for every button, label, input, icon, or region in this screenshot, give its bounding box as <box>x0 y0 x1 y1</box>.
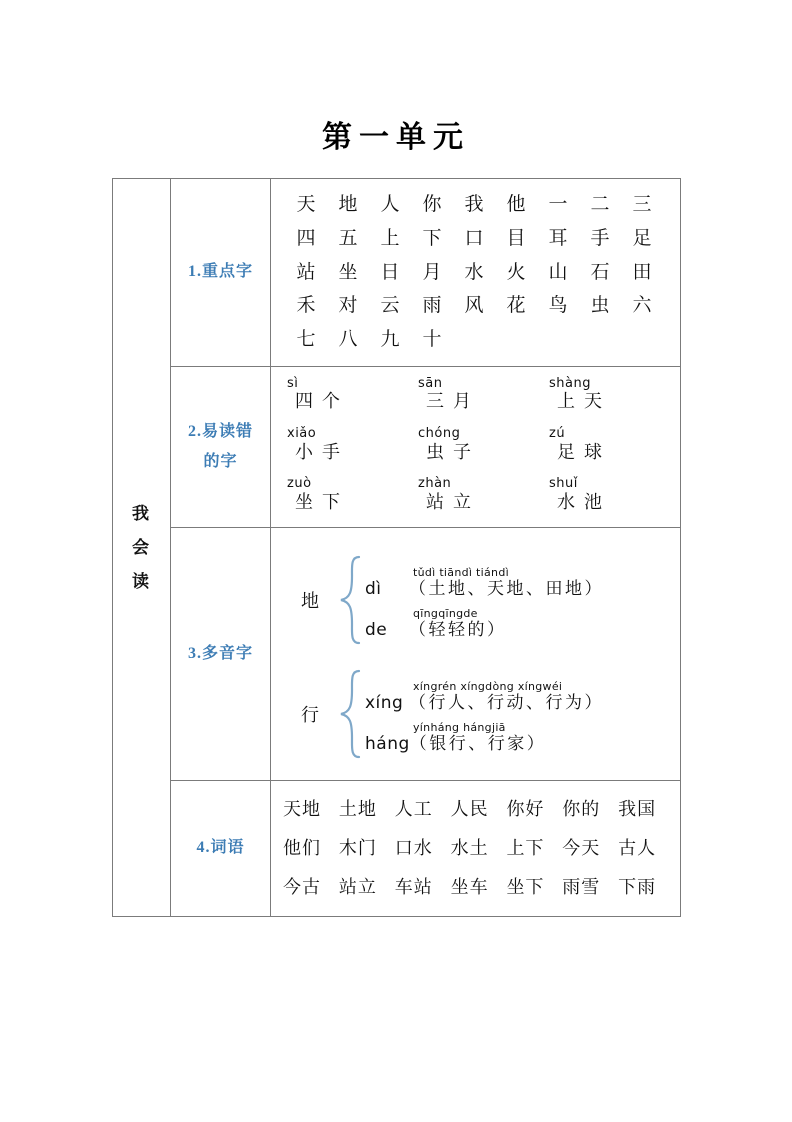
example-pinyin-annotation: xíngrén xíngdòng xíngwéi <box>413 680 563 694</box>
character-row <box>285 261 676 285</box>
vocabulary-word: 我国 <box>618 799 657 820</box>
reading-pinyin: de <box>365 619 388 640</box>
polyphone-reading <box>365 608 676 640</box>
pinyin-word-item <box>281 377 412 413</box>
vocabulary-row <box>283 873 674 899</box>
vertical-label-char-3: 读 <box>132 572 151 592</box>
pinyin-word-item <box>281 427 412 463</box>
table-row-vocabulary <box>113 781 681 917</box>
reading-examples: （银行、行家） <box>409 733 547 753</box>
section-label-key-characters: 1.重点字 <box>171 179 271 367</box>
character-cell: 禾 <box>296 295 316 317</box>
vocabulary-word: 今古 <box>283 877 321 898</box>
pinyin-annotation: sān <box>418 375 443 391</box>
section-label-easily-misread <box>171 366 271 527</box>
pinyin-word-item <box>412 427 543 463</box>
vocabulary-word: 你好 <box>506 799 545 820</box>
character-cell: 山 <box>548 261 568 283</box>
vocabulary-block <box>271 781 680 916</box>
word-text: 站立 <box>426 491 480 512</box>
pinyin-annotation: zú <box>549 425 566 441</box>
reading-row <box>365 693 676 713</box>
vocabulary-row <box>283 834 674 860</box>
vocabulary-word: 人工 <box>394 799 433 820</box>
pinyin-word-item <box>412 477 543 513</box>
pinyin-annotation: zhàn <box>418 476 452 492</box>
character-cell: 七 <box>296 329 316 350</box>
example-pinyin-annotation: qīngqīngde <box>413 607 478 621</box>
character-cell: 站 <box>296 261 316 283</box>
vocabulary-word: 今天 <box>562 838 601 859</box>
vocabulary-word: 下雨 <box>618 877 657 898</box>
word-text: 足球 <box>557 441 611 462</box>
character-cell: 耳 <box>548 227 568 249</box>
character-cell: 月 <box>422 261 442 283</box>
character-cell: 你 <box>422 194 442 215</box>
vocabulary-row <box>283 795 674 821</box>
character-cell: 十 <box>422 329 442 350</box>
pinyin-annotation: shuǐ <box>549 476 578 492</box>
polyphone-group <box>289 668 676 760</box>
vocabulary-word: 站立 <box>338 877 377 898</box>
polyphone-group <box>289 554 676 646</box>
character-cell: 上 <box>380 227 400 249</box>
vocabulary-word: 雨雪 <box>562 877 601 898</box>
word-text: 四个 <box>295 391 349 412</box>
character-cell: 他 <box>506 194 526 215</box>
polyphone-reading <box>365 722 676 754</box>
polyphone-reading <box>365 567 676 599</box>
vocabulary-word: 口水 <box>394 838 433 859</box>
pinyin-word-row <box>281 477 674 513</box>
character-cell: 我 <box>464 194 484 215</box>
word-text: 坐下 <box>295 491 349 512</box>
pinyin-word-item <box>412 377 543 413</box>
character-cell: 地 <box>338 194 358 215</box>
character-row <box>285 227 676 251</box>
character-grid <box>271 179 680 366</box>
pinyin-word-block <box>271 367 680 527</box>
character-cell: 五 <box>338 227 358 249</box>
character-cell: 三 <box>632 194 652 215</box>
pinyin-annotation: shàng <box>549 375 591 391</box>
word-text: 虫子 <box>426 441 480 462</box>
reading-pinyin: dì <box>365 578 382 599</box>
section-body-easily-misread <box>271 366 681 527</box>
section-body-key-characters <box>271 179 681 367</box>
vertical-label-char-2: 会 <box>132 538 151 558</box>
reading-examples: （轻轻的） <box>409 619 507 639</box>
character-cell: 鸟 <box>548 295 568 317</box>
section-label-vocabulary: 4.词语 <box>171 781 271 917</box>
character-cell: 六 <box>632 295 652 317</box>
polyphone-block <box>271 528 680 780</box>
reading-examples: （土地、天地、田地） <box>409 578 604 598</box>
table-row-key-characters <box>113 179 681 367</box>
character-cell: 九 <box>380 329 400 350</box>
word-text: 三月 <box>426 391 480 412</box>
section-body-polyphones <box>271 528 681 781</box>
vocabulary-word: 木门 <box>338 838 377 859</box>
vertical-label-char-1: 我 <box>132 504 151 524</box>
curly-brace-icon <box>337 554 363 646</box>
polyphone-character: 行 <box>301 705 319 726</box>
character-cell: 雨 <box>422 295 442 317</box>
character-cell: 坐 <box>338 261 358 283</box>
vocabulary-word: 你的 <box>562 799 601 820</box>
section-body-vocabulary <box>271 781 681 917</box>
character-cell: 二 <box>590 194 610 215</box>
character-row <box>285 294 676 318</box>
table-row-polyphones <box>113 528 681 781</box>
example-pinyin-annotation: yínháng hángjiā <box>413 721 506 735</box>
section-label-line-1: 2.易读错 <box>187 422 253 440</box>
character-cell: 人 <box>380 194 400 215</box>
character-cell: 八 <box>338 329 358 350</box>
character-cell: 手 <box>590 227 610 249</box>
pinyin-annotation: zuò <box>287 476 312 492</box>
pinyin-word-item <box>281 477 412 513</box>
pinyin-word-row <box>281 427 674 463</box>
word-text: 上天 <box>557 391 611 412</box>
pinyin-word-item <box>543 477 674 513</box>
table-row-easily-misread <box>113 366 681 527</box>
vocabulary-word: 坐车 <box>450 877 489 898</box>
character-cell: 目 <box>506 227 526 249</box>
character-cell: 火 <box>506 261 526 283</box>
word-text: 水池 <box>557 491 611 512</box>
section-label-polyphones: 3.多音字 <box>171 528 271 781</box>
reading-pinyin: xíng <box>365 692 404 713</box>
vocabulary-word: 古人 <box>618 838 657 859</box>
vocabulary-word: 水土 <box>450 838 489 859</box>
word-text: 小手 <box>295 441 349 462</box>
vertical-label-wohuidu <box>113 179 171 917</box>
polyphone-readings <box>365 560 676 640</box>
page-title: 第一单元 <box>322 121 470 154</box>
character-cell: 虫 <box>590 295 610 317</box>
vocabulary-word: 他们 <box>283 838 321 859</box>
character-cell: 风 <box>464 295 484 317</box>
pinyin-annotation: chóng <box>418 425 461 441</box>
example-pinyin-annotation: tǔdì tiāndì tiándì <box>413 566 509 580</box>
pinyin-annotation: sì <box>287 375 299 391</box>
study-sheet-table <box>112 178 681 917</box>
section-label-line-2: 的字 <box>203 452 238 470</box>
vocabulary-word: 车站 <box>394 877 433 898</box>
character-cell: 口 <box>464 227 484 249</box>
reading-row <box>365 620 676 640</box>
pinyin-word-row <box>281 377 674 413</box>
character-cell: 下 <box>422 227 442 249</box>
vocabulary-word: 人民 <box>450 799 489 820</box>
reading-row <box>365 734 676 754</box>
character-cell: 日 <box>380 261 400 283</box>
vocabulary-word: 坐下 <box>506 877 545 898</box>
pinyin-word-item <box>543 377 674 413</box>
character-cell: 花 <box>506 295 526 317</box>
character-cell: 对 <box>338 295 358 317</box>
character-row <box>285 193 676 217</box>
character-cell: 石 <box>590 261 610 283</box>
vocabulary-word: 天地 <box>283 799 321 820</box>
character-cell: 水 <box>464 261 484 283</box>
character-cell: 天 <box>296 194 316 215</box>
polyphone-reading <box>365 681 676 713</box>
character-cell: 足 <box>632 227 652 249</box>
character-cell: 田 <box>632 261 652 283</box>
reading-pinyin: háng <box>365 733 410 754</box>
vocabulary-word: 土地 <box>338 799 377 820</box>
reading-row <box>365 579 676 599</box>
character-row <box>285 328 676 352</box>
character-cell: 四 <box>296 227 316 249</box>
polyphone-readings <box>365 674 676 754</box>
pinyin-word-item <box>543 427 674 463</box>
character-cell: 一 <box>548 194 568 215</box>
curly-brace-icon <box>337 668 363 760</box>
reading-examples: （行人、行动、行为） <box>409 692 604 712</box>
vocabulary-word: 上下 <box>506 838 545 859</box>
character-cell: 云 <box>380 295 400 317</box>
polyphone-character: 地 <box>301 591 319 612</box>
pinyin-annotation: xiǎo <box>287 425 317 441</box>
